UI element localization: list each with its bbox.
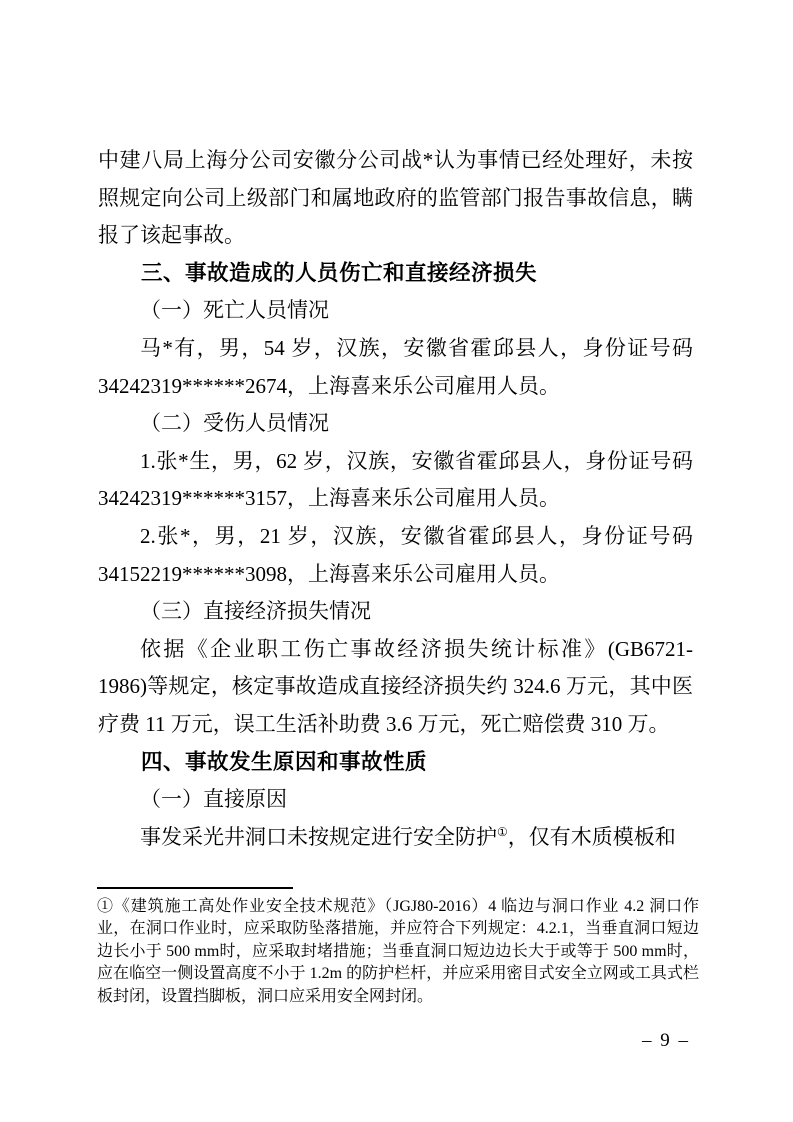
footnote-text: ①《建筑施工高处作业安全技术规范》（JGJ80-2016）4 临边与洞口作业 4.2 洞口作业，在洞口作业时，应采取防坠落措施，并应符合下列规定：4.2.1，当垂直洞口短边边长小于 500 mm时，应采取封堵措施；当垂直洞口短边边长大于或等于 500 mm时，应在临空一侧设置高度不小于 1.2m 的防护栏杆，并应采用密目式安全立网或工具式栏板封闭，设置挡脚板，洞口应采用安全网封闭。 [97,898,699,1005]
footnote-reference-superscript: ① [497,824,508,839]
paragraph-injured-person-1: 1.张*生，男，62 岁，汉族，安徽省霍邱县人，身份证号码34242319******3157，上海喜来乐公司雇用人员。 [98,448,693,511]
document-body [98,142,693,856]
section-3-heading: 三、事故造成的人员伤亡和直接经济损失 [141,260,538,285]
direct-cause-text-post: ，仅有木质模板和 [507,824,676,849]
subsection-3-2-heading: （二）受伤人员情况 [140,411,329,436]
footnote-area [97,887,699,1008]
page-number: – 9 – [642,1030,690,1051]
paragraph-economic-loss: 依据《企业职工伤亡事故经济损失统计标准》(GB6721-1986)等规定，核定事故造成直接经济损失约 324.6 万元，其中医疗费 11 万元，误工生活补助费 3.6 万元，死亡赔偿费 310 万。 [98,636,693,736]
paragraph-direct-cause [98,819,693,857]
direct-cause-text-pre: 事发采光井洞口未按规定进行安全防护 [140,824,497,849]
section-4-heading: 四、事故发生原因和事故性质 [141,749,428,774]
subsection-3-1-heading: （一）死亡人员情况 [140,298,329,323]
footnote-separator [97,887,293,889]
paragraph-underreporting-continuation: 中建八局上海分公司安徽分公司战*认为事情已经处理好，未按照规定向公司上级部门和属地政府的监管部门报告事故信息，瞒报了该起事故。 [98,148,693,248]
paragraph-death-person: 马*有，男，54 岁，汉族，安徽省霍邱县人，身份证号码34242319******2674，上海喜来乐公司雇用人员。 [98,335,693,398]
subsection-3-3-heading: （三）直接经济损失情况 [140,599,371,624]
paragraph-injured-person-2: 2.张*，男，21 岁，汉族，安徽省霍邱县人，身份证号码34152219******3098，上海喜来乐公司雇用人员。 [98,523,693,586]
subsection-4-1-heading: （一）直接原因 [140,787,287,812]
